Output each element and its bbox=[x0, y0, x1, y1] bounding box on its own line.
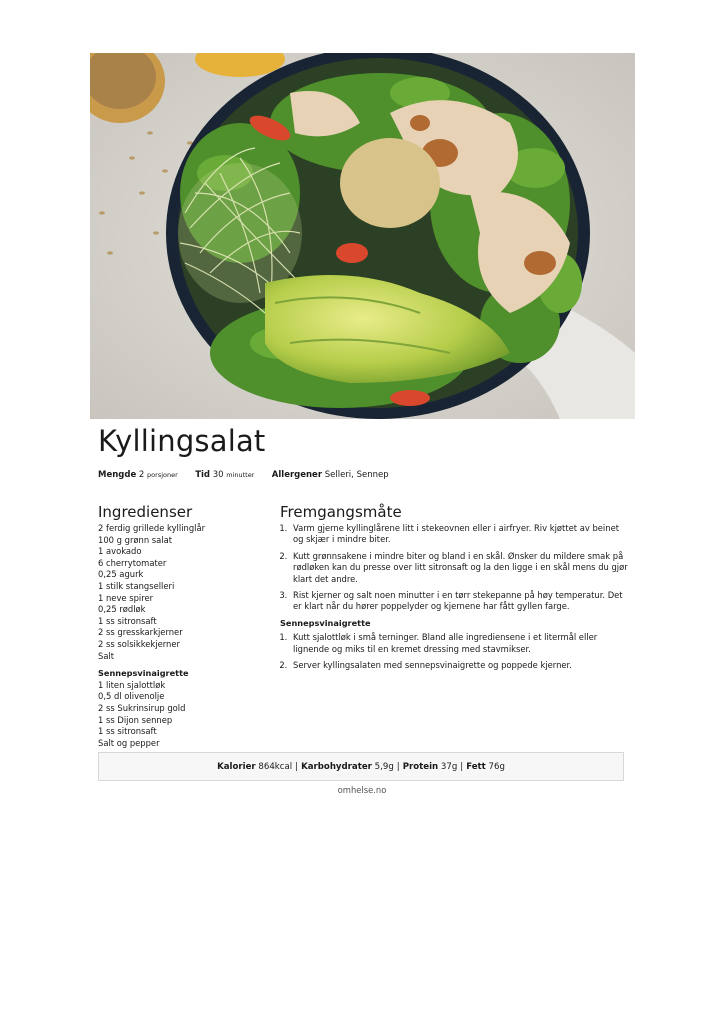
fat-unit: g bbox=[499, 761, 505, 772]
ingredient-item: 0,25 rødløk bbox=[98, 604, 146, 615]
ingredient-item: 1 stilk stangselleri bbox=[98, 580, 175, 591]
ingredient-item: 2 ss solsikkekjerner bbox=[98, 638, 180, 649]
ingredient-item: 2 ss Sukrinsirup gold bbox=[98, 702, 186, 713]
calories-value: 864 bbox=[258, 761, 275, 772]
time-unit: minutter bbox=[226, 471, 255, 479]
vinaigrette-step-list bbox=[280, 632, 630, 671]
nutrition-bar bbox=[98, 752, 624, 781]
ingredient-item: 0,5 dl olivenolje bbox=[98, 691, 165, 702]
ingredient-item: 100 g grønn salat bbox=[98, 534, 173, 545]
amount-value: 2 bbox=[138, 470, 145, 480]
vinaigrette-ingredient-list bbox=[98, 680, 273, 750]
fat-label: Fett bbox=[466, 761, 486, 772]
vinaigrette-ingredients-heading: Sennepsvinaigrette bbox=[98, 668, 189, 679]
recipe-photo bbox=[90, 53, 635, 419]
allergens-label: Allergener bbox=[271, 470, 323, 480]
ingredient-item: 1 ss sitronsaft bbox=[98, 615, 157, 626]
ingredient-item: Salt og pepper bbox=[98, 737, 160, 748]
method-step: 3. Rist kjerner og salt noen minutter i en tørr stekepanne på høy temperatur. Det er klart når du hører poppelyder og kjernene har fått gyllen farge. bbox=[290, 590, 630, 613]
method-step: 1. Varm gjerne kyllinglårene litt i stekeovnen eller i airfryer. Riv kjøttet av beinet og skjær i mindre biter. bbox=[290, 523, 630, 546]
method-step: 2. Server kyllingsalaten med sennepsvinaigrette og poppede kjerner. bbox=[290, 660, 630, 671]
ingredient-item: 1 ss Dijon sennep bbox=[98, 714, 173, 725]
vinaigrette-method-heading: Sennepsvinaigrette bbox=[280, 617, 371, 628]
separator: | bbox=[396, 761, 400, 772]
ingredient-item: 2 ss gresskarkjerner bbox=[98, 627, 183, 638]
amount-label: Mengde bbox=[98, 470, 137, 480]
ingredient-item: 1 avokado bbox=[98, 546, 142, 557]
method-section bbox=[280, 503, 630, 676]
method-heading: Fremgangsmåte bbox=[280, 503, 402, 521]
recipe-meta bbox=[98, 470, 389, 480]
ingredients-heading: Ingredienser bbox=[98, 503, 193, 521]
ingredient-item: 0,25 agurk bbox=[98, 569, 144, 580]
time-value: 30 bbox=[212, 470, 224, 480]
method-step-list bbox=[280, 523, 630, 613]
calories-unit: kcal bbox=[274, 761, 293, 772]
ingredient-item: Salt bbox=[98, 650, 115, 661]
allergens-value: Selleri, Sennep bbox=[324, 470, 389, 480]
protein-unit: g bbox=[451, 761, 458, 772]
recipe-title: Kyllingsalat bbox=[98, 424, 266, 458]
ingredient-item: 1 neve spirer bbox=[98, 592, 154, 603]
ingredient-item: 2 ferdig grillede kyllinglår bbox=[98, 523, 206, 533]
calories-label: Kalorier bbox=[217, 761, 256, 772]
carbs-value: 5,9 bbox=[374, 761, 389, 772]
source-link[interactable]: omhelse.no bbox=[337, 785, 387, 795]
method-step: 2. Kutt grønnsakene i mindre biter og bland i en skål. Ønsker du mildere smak på rødløken kan du presse over litt sitronsaft og la den ligge i en skål mens du gjør klart det andre. bbox=[290, 551, 630, 585]
ingredient-item: 1 liten sjalottløk bbox=[98, 679, 166, 690]
ingredient-item: 1 ss sitronsaft bbox=[98, 726, 157, 737]
ingredients-section bbox=[98, 503, 273, 749]
fat-value: 76 bbox=[488, 761, 500, 772]
time-label: Tid bbox=[195, 470, 210, 480]
carbs-unit: g bbox=[388, 761, 394, 772]
carbs-label: Karbohydrater bbox=[301, 761, 372, 772]
separator: | bbox=[460, 761, 464, 772]
ingredient-list bbox=[98, 523, 273, 662]
ingredient-item: 6 cherrytomater bbox=[98, 557, 167, 568]
method-step: 1. Kutt sjalottløk i små terninger. Bland alle ingrediensene i et litermål eller lignende og miks til en kremet dressing med stavmikser. bbox=[290, 632, 630, 655]
protein-value: 37 bbox=[440, 761, 452, 772]
amount-unit: porsjoner bbox=[147, 471, 178, 479]
salad-bowl-illustration bbox=[90, 53, 635, 419]
protein-label: Protein bbox=[402, 761, 439, 772]
separator: | bbox=[295, 761, 299, 772]
